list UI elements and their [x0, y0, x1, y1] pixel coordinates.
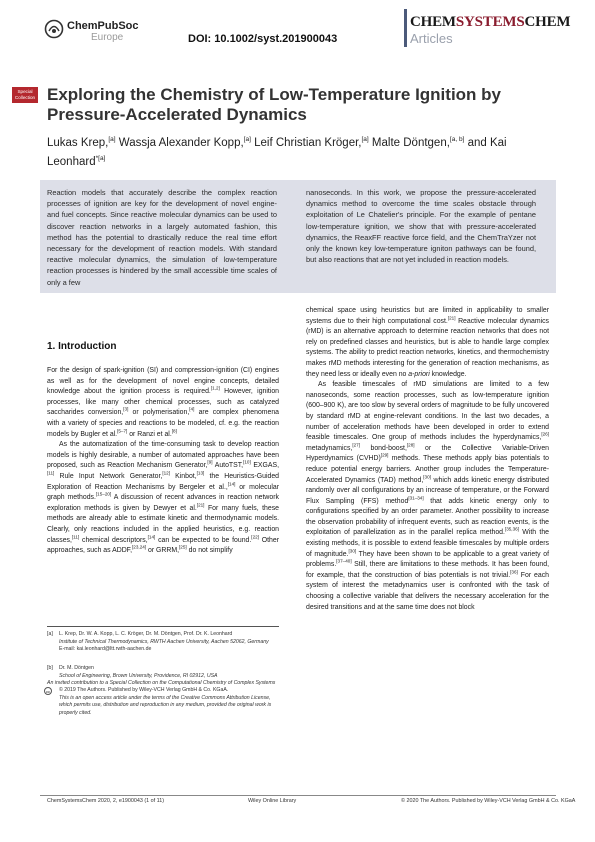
footer-citation: ChemSystemsChem 2020, 2, e1900043 (1 of 11)	[47, 798, 165, 804]
author-list: Lukas Krep,[a] Wassja Alexander Kopp,[a] Leif Christian Kröger,[a] Malte Döntgen,[a, b] and Kai Leonhard$^{*[a]}$	[47, 136, 507, 168]
section-heading: 1. Introduction	[47, 341, 117, 352]
footnote-rule	[47, 626, 279, 627]
email-link[interactable]: E-mail: kai.leonhard@ltt.rwth-aachen.de	[59, 646, 152, 652]
footer-wiley-link[interactable]: Wiley Online Library	[248, 798, 297, 804]
journal-bar	[404, 9, 407, 47]
paragraph: As feasible timescales of rMD simulations are limited to a few nanoseconds, some reaction processes, such as low-temperature ignition (600–900 K), are too slow by several orders of magnitude to be fully uncovered by standard rMD at engine-relevant conditions. In the last two decades, a number of acceleration methods have been developed in order to extend feasible timescales. One group of methods includes the hyperdynamics,[26] metadynamics,[27] bond-boost,[28] or the Collective Variable-Driven Hyperdynamics (CVHD)[29] methods. These methods apply bias potentials to reduce potential energy barriers. Another group includes the Temperature-Accelerated Dynamics (TAD) method,[30] which adds kinetic energy distributed randomly over all configurations by an increase of temperature, or the Forward Flux Sampling (FFS) method[31–34] that adds kinetic energy only to configurations specified by an order parameter. Another possibility to increase the observation probability of infrequent events, such as reaction events, is the exploitation of parallelization as in the parallel replica method.[35,36] With the existing methods, it is possible to extend feasible timescales by multiple orders of magnitude.[30] They have been shown to be applicable to a great variety of problems.[37–40] Still, there are limitations to these methods. It has been found, for example, that the construction of bias potentials is not trivial.[36] For each system of interest the metadynamics user is confronted with the task of choosing a collective variable that delivers the necessary acceleration for the desired transitions and at the same time does not block	[306, 381, 550, 611]
footnote-invited: An invited contribution to a Special Collection on the Computational Chemistry of Complex Systems	[47, 680, 276, 686]
footnote-b: [b] Dr. M. Döntgen School of Engineering, Brown University, Providence, RI 02912, USA	[47, 665, 218, 679]
journal-section: Articles	[410, 31, 453, 46]
paragraph: chemical space using heuristics but are limited in applicability to smaller systems due to their high computational cost.[21] Reactive molecular dynamics (rMD) is an alternative approach to determine reaction networks that does not rely on predefined classes and heuristics, but is able to handle large complex systems. The ability to predict reaction networks, kinetics, and thermochemistry makes rMD methods interesting for the generation of reaction mechanisms, as they need less or ideally even no a-priori knowledge.	[306, 307, 549, 378]
footer-copyright: © 2020 The Authors. Published by Wiley-VCH Verlag GmbH & Co. KGaA	[401, 798, 576, 804]
doi[interactable]: DOI: 10.1002/syst.201900043	[188, 33, 338, 45]
footnote-license: © 2019 The Authors. Published by Wiley-VCH Verlag GmbH & Co. KGaA. This is an open access article under the terms of the Creative Commons Attribution License, which permits use, distribution and reproduction in any medium, provided the original work is properly cited.	[59, 687, 272, 716]
abstract-right: nanoseconds. In this work, we propose the pressure-accelerated dynamics method to overcome the time scales obstacle through exploitation of Le Chatelier's principle. For the example of pentane low-temperature ignition, we show that with pressure-accelerated dynamics, the ReaxFF reactive force field, and the ChemTraYzer not only the known key low-temperature igniton pathways can be found, but also reactions that are not yet included in reaction models.	[306, 188, 536, 265]
footnote-a: [a] L. Krep, Dr. W. A. Kopp, L. C. Kröger, Dr. M. Döntgen, Prof. Dr. K. Leonhard Institute of Technical Thermodynamics, RWTH Aachen University, Aachen 52062, Germany E-mail: kai.leonhard@ltt.rwth-aachen.de	[47, 631, 269, 652]
paragraph: For the design of spark-ignition (SI) and compression-ignition (CI) engines as well as for the development of novel engine concepts, detailed knowledge about the ignition process is required.[1,2] However, ignition processes, like many other chemical processes, such as catalyzed saccharides conversion,[3] or polymerisation,[4] are complex phenomena with a variety of species and reactions to be modeled, cf. e.g. the reaction models by Bugler et al.[5–7] or Ranzi et al.[8]	[47, 367, 280, 438]
paragraph: As the automatization of the time-consuming task to develop reaction models is highly desirable, a number of automated approaches have been proposed, such as Reaction Mechanism Generator,[9] AutoTST,[10] EXGAS,[11] Rule Input Network Generator,[12] Kinbot,[13] the Heuristics-Guided Exploration of Reaction Mechanisms by Bergeler et al.,[14] or molecular graph methods.[15–20] A discussion of recent advances in reaction network exploration methods is given by Dewyer et al.[21] For many fuels, these methods are already able to estimate kinetic and thermodynamic models. Clearly, only reactions included in the applied heuristics, e.g. reaction classes,[11] chemical descriptors,[14] can be expected to be found.[22] Other approaches, such as ADDF,[23,24] or GRRM,[25] do not simplify	[47, 441, 280, 555]
abstract-left: Reaction models that accurately describe the complex reaction processes of ignition are key for the development of novel engine- and fuel concepts. Since reactive molecular dynamics can be used to discover reaction networks in a largely automated fashion, this method has the potential to drastically reduce the real time effort necessary for the development of reaction models. With standard reactive molecular dynamics, the simulation of low-temperature reaction processes is hindered by the small accessible time scales of only a few	[47, 188, 277, 287]
footer-rule	[40, 795, 556, 796]
publisher-sub: Europe	[91, 32, 124, 43]
journal-name: CHEMSYSTEMSCHEM	[410, 14, 571, 30]
body-left-column	[47, 366, 279, 557]
article-title: Exploring the Chemistry of Low-Temperature Ignition by Pressure-Accelerated Dynamics	[47, 85, 501, 124]
open-access-cc-icon: cc	[46, 689, 50, 694]
special-collection-badge: Special Collection	[12, 87, 38, 103]
chempubsoc-logo-icon	[44, 19, 64, 39]
publisher-name: ChemPubSoc	[67, 20, 139, 32]
body-right-column	[306, 306, 549, 613]
